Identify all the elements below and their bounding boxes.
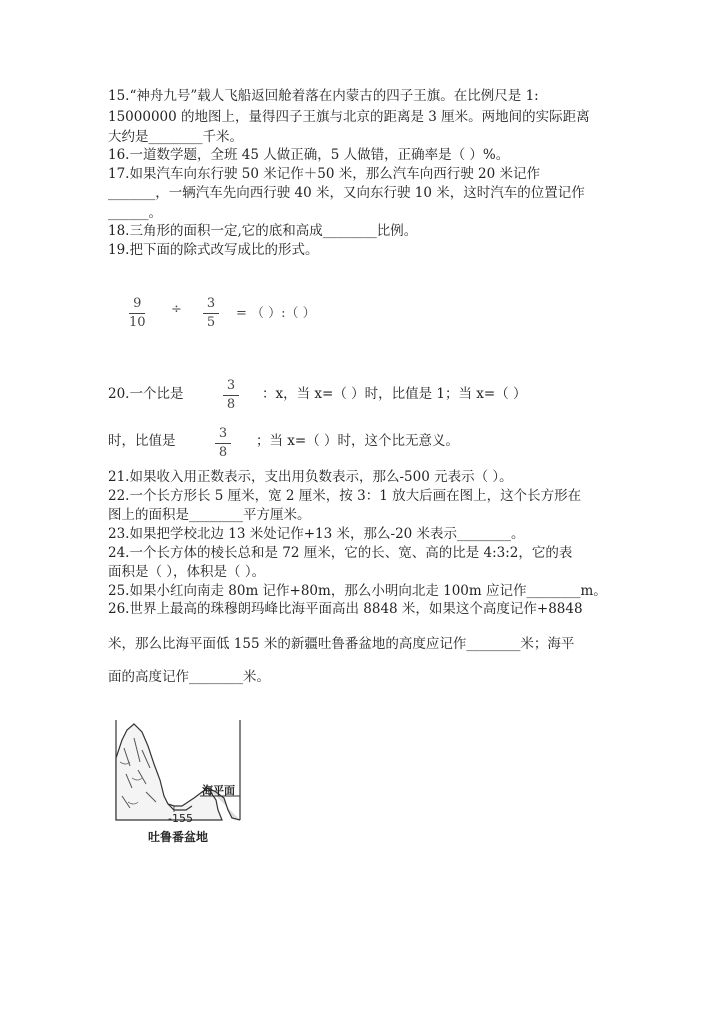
q20-line-1-end: ：x，当 x=（ ）时，比值是 1；当 x=（ ）: [262, 386, 527, 402]
q24-line-1: 24.一个长方体的棱长总和是 72 厘米，它的长、宽、高的比是 4:3:2，它的表: [108, 545, 573, 561]
q19-fraction-1: [129, 297, 146, 330]
fraction-bar: [223, 395, 239, 396]
fraction-denominator: 8: [218, 445, 228, 460]
turpan-basin-diagram: [112, 718, 246, 846]
q23-line: 23.如果把学校北边 13 米处记作+13 米，那么-20 米表示________。: [108, 526, 525, 542]
q20-fraction-2: [215, 427, 231, 460]
q15-line-2: 15000000 的地图上，量得四子王旗与北京的距离是 3 厘米。两地间的实际距离: [108, 109, 590, 125]
q26-line-1: 26.世界上最高的珠穆朗玛峰比海平面高出 8848 米，如果这个高度记作+8848: [108, 601, 583, 617]
sea-level-label: 海平面: [202, 784, 235, 797]
q15-line-1: 15.“神舟九号”载人飞船返回舱着落在内蒙古的四子王旗。在比例尺是 1:: [108, 88, 539, 104]
q20-line-1-start: 20.一个比是: [108, 386, 184, 402]
q25-line: 25.如果小红向南走 80m 记作+80m，那么小明向北走 100m 应记作________m。: [108, 583, 607, 599]
q16-line: 16.一道数学题，全班 45 人做正确，5 人做错，正确率是（ ）%。: [108, 147, 510, 163]
q19-fraction-2: [203, 297, 219, 330]
fraction-numerator: 9: [133, 296, 142, 311]
q21-line: 21.如果收入用正数表示，支出用负数表示，那么-500 元表示（ ）。: [108, 469, 513, 485]
diagram-caption: 吐鲁番盆地: [148, 830, 209, 844]
fraction-numerator: 3: [206, 296, 216, 311]
fraction-denominator: 5: [206, 315, 216, 330]
depth-label: -155: [168, 812, 193, 825]
q20-line-2-start: 时，比值是: [108, 433, 176, 449]
q17-line-1: 17.如果汽车向东行驶 50 米记作＋50 米，那么汽车向西行驶 20 米记作: [108, 166, 540, 182]
fraction-bar: [215, 443, 231, 444]
q17-line-3: ______。: [108, 205, 162, 221]
q17-line-2: _______，一辆汽车先向西行驶 40 米，又向东行驶 10 米，这时汽车的位置记作: [108, 185, 585, 201]
fraction-bar: [129, 313, 145, 314]
q15-line-3: 大约是________千米。: [108, 129, 243, 145]
q26-line-2: 米，那么比海平面低 155 米的新疆吐鲁番盆地的高度应记作________米；海平: [108, 636, 575, 652]
q19-divide-sign: ÷: [171, 302, 182, 317]
q18-line: 18.三角形的面积一定,它的底和高成________比例。: [108, 223, 418, 239]
q24-line-2: 面积是（ ），体积是（ ）。: [108, 564, 266, 580]
q22-line-2: 图上的面积是________平方厘米。: [108, 507, 311, 523]
fraction-numerator: 3: [218, 426, 228, 441]
q22-line-1: 22.一个长方形长 5 厘米，宽 2 厘米，按 3：1 放大后画在图上，这个长方形在: [108, 488, 582, 504]
fraction-numerator: 3: [226, 378, 236, 393]
fraction-denominator: 10: [129, 315, 146, 330]
q20-line-2-end: ；当 x=（ ）时，这个比无意义。: [256, 433, 460, 449]
fraction-bar: [203, 313, 219, 314]
q26-line-3: 面的高度记作________米。: [108, 669, 270, 685]
q19-line: 19.把下面的除式改写成比的形式。: [108, 242, 319, 258]
q20-fraction-1: [223, 379, 239, 412]
fraction-denominator: 8: [226, 397, 236, 412]
q19-ratio-blank: = （ ）:（ ）: [236, 306, 316, 321]
